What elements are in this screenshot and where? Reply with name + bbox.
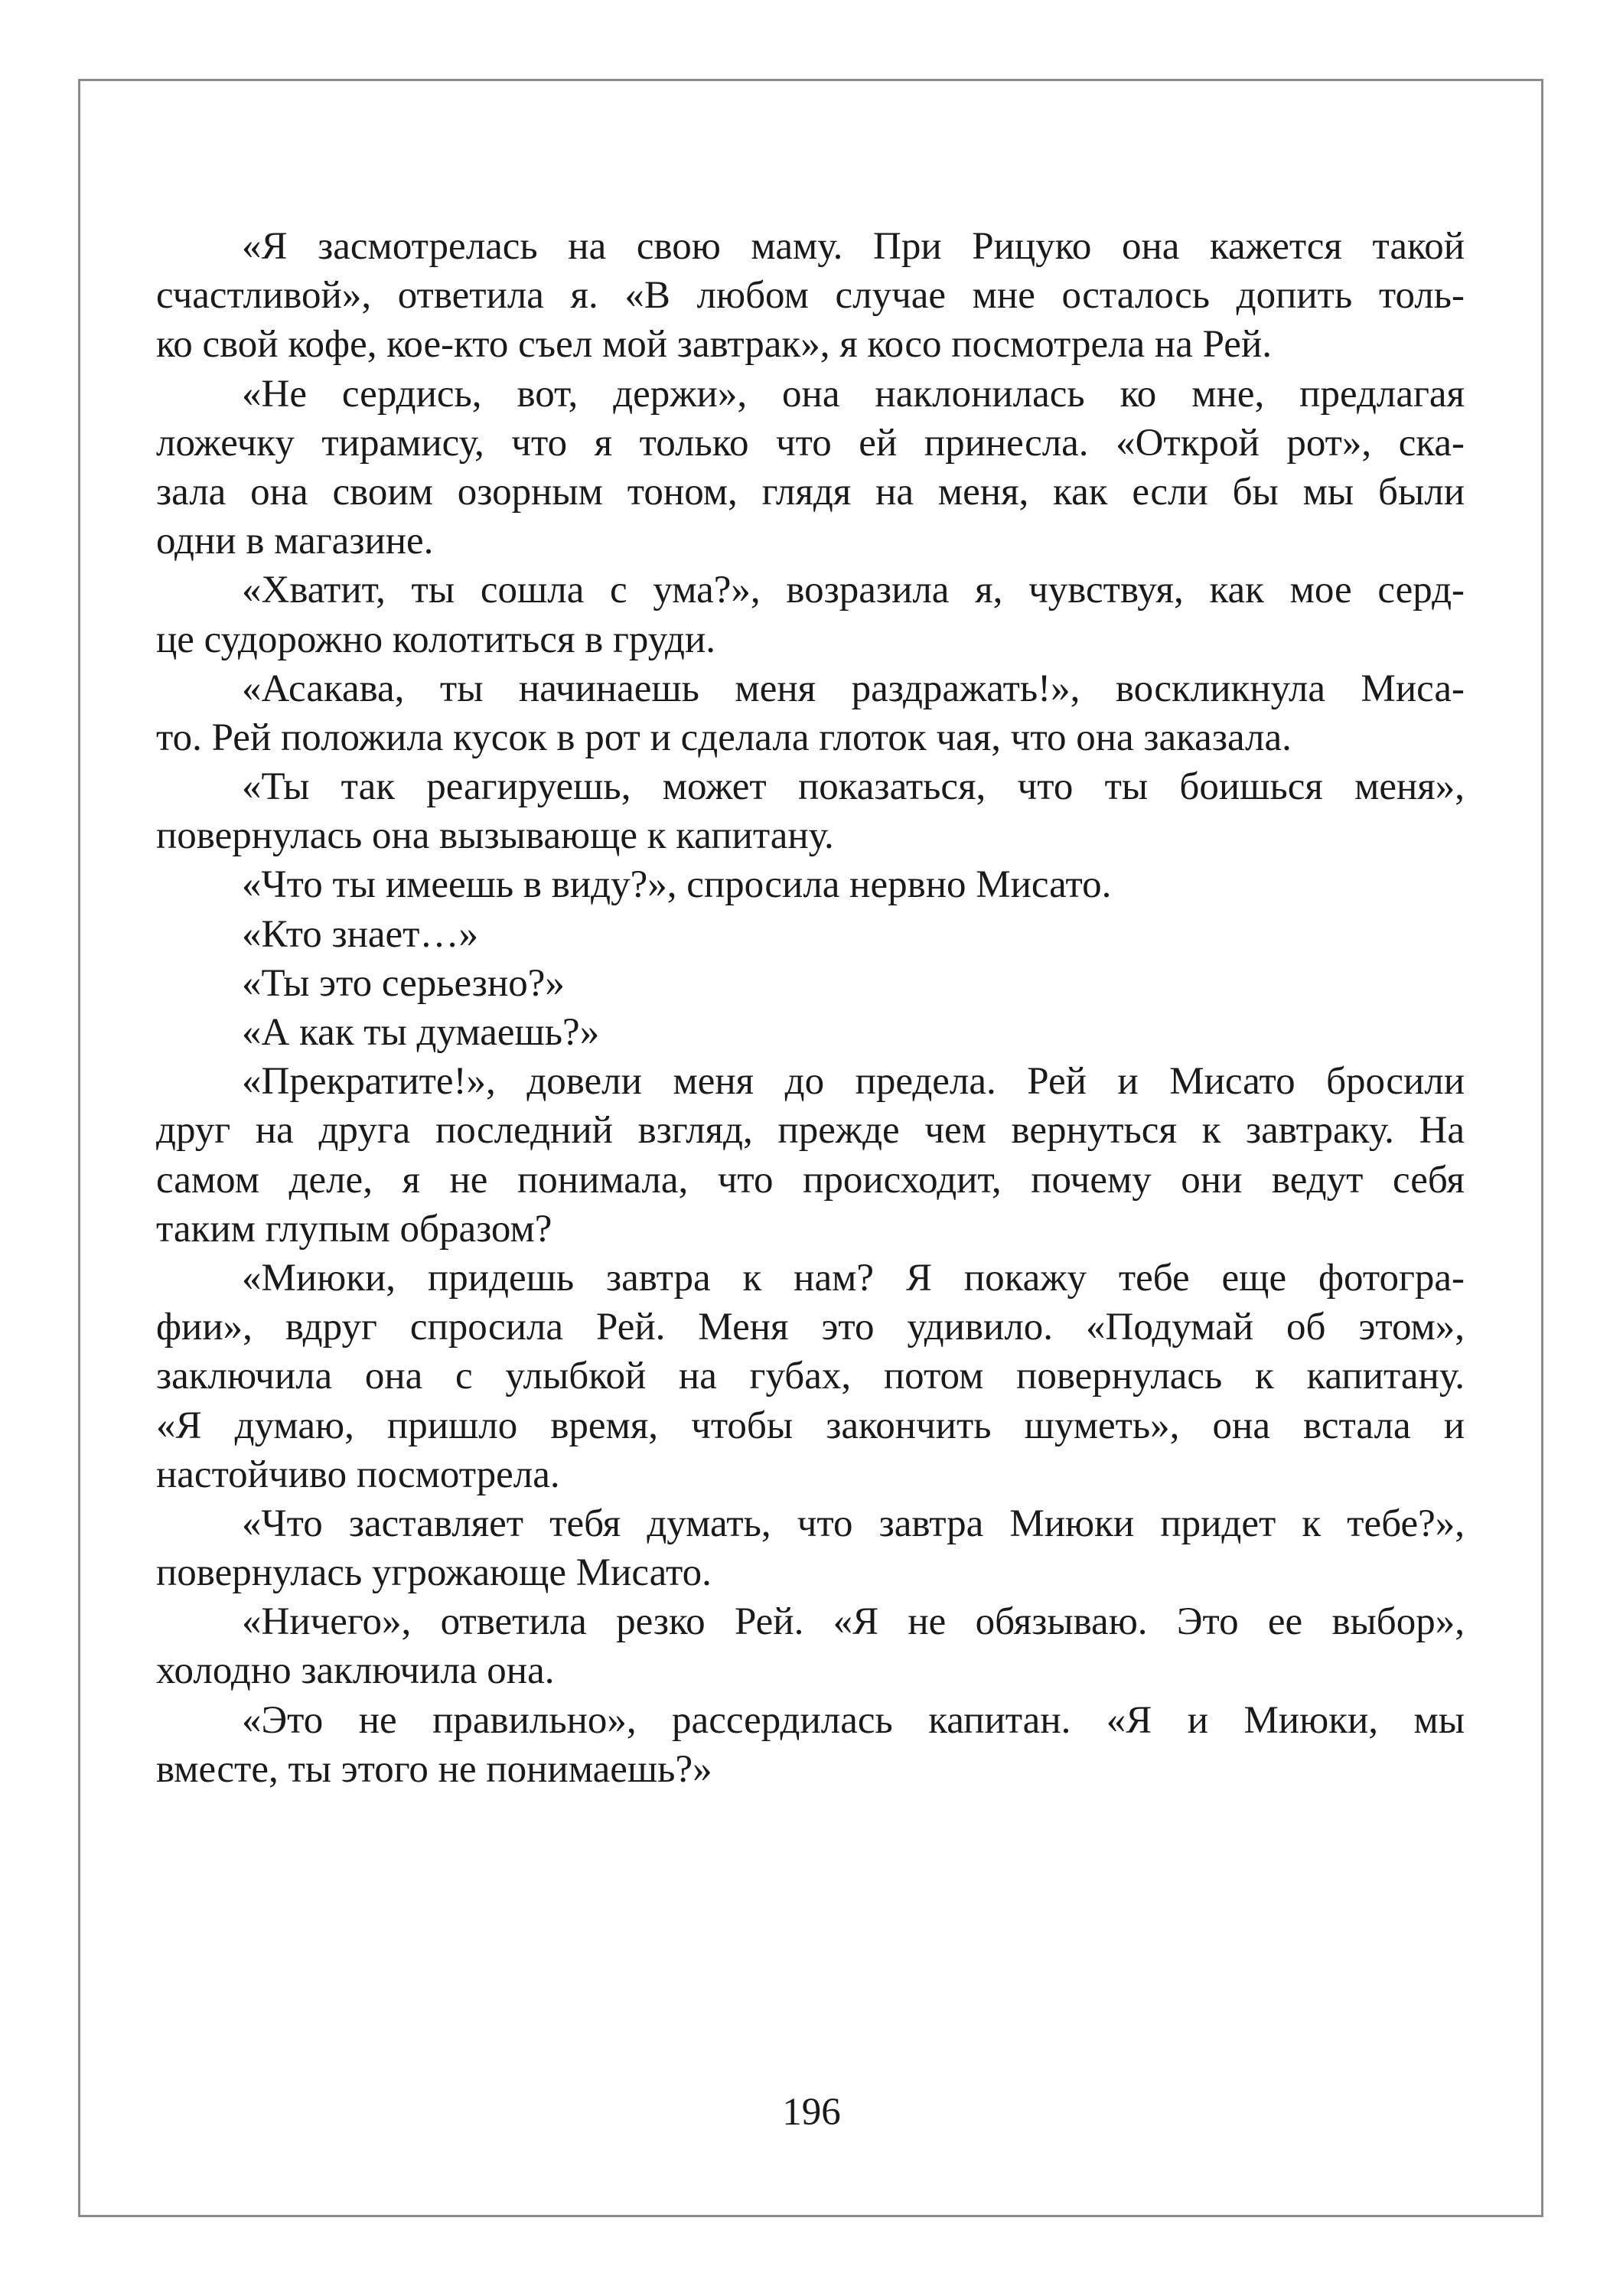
- text-line: «Ты это серьезно?»: [242, 961, 565, 1005]
- text-line: це судорожно колотиться в груди.: [156, 618, 716, 661]
- text-line: самом деле, я не понимала, что происходит, почему они ведут себя: [156, 1158, 1465, 1202]
- text-line: то. Рей положила кусок в рот и сделала глоток чая, что она заказала.: [156, 716, 1292, 759]
- text-line: «А как ты думаешь?»: [242, 1011, 600, 1054]
- text-line: фии», вдруг спросила Рей. Меня это удивило. «Подумай об этом»,: [156, 1306, 1465, 1349]
- text-line: ко свой кофе, кое-кто съел мой завтрак», я косо посмотрела на Рей.: [156, 323, 1272, 367]
- text-line: повернулась угрожающе Мисато.: [156, 1551, 712, 1595]
- text-line: «Прекратите!», довели меня до предела. Рей и Мисато бросили: [242, 1060, 1465, 1104]
- text-line: «Ты так реагируешь, может показаться, что ты боишься меня»,: [242, 765, 1465, 809]
- text-line: «Это не правильно», рассердилась капитан. «Я и Миюки, мы: [242, 1698, 1465, 1742]
- text-line: настойчиво посмотрела.: [156, 1453, 560, 1496]
- text-line: «Что ты имеешь в виду?», спросила нервно Мисато.: [242, 863, 1112, 907]
- text-line: «Ничего», ответила резко Рей. «Я не обязываю. Это ее выбор»,: [242, 1600, 1465, 1644]
- text-line: «Не сердись, вот, держи», она наклонилась ко мне, предлагая: [242, 372, 1465, 416]
- text-line: таким глупым образом?: [156, 1207, 552, 1251]
- text-line: счастливой», ответила я. «В любом случае мне осталось допить толь-: [156, 274, 1465, 318]
- text-line: холодно заключила она.: [156, 1649, 555, 1693]
- text-line: «Я думаю, пришло время, чтобы закончить шуметь», она встала и: [156, 1404, 1465, 1447]
- text-line: ложечку тирамису, что я только что ей принесла. «Открой рот», ска-: [156, 421, 1465, 465]
- text-line: заключила она с улыбкой на губах, потом повернулась к капитану.: [156, 1355, 1465, 1398]
- text-line: «Асакава, ты начинаешь меня раздражать!», воскликнула Миса-: [242, 667, 1465, 710]
- page-number: 196: [782, 2091, 841, 2134]
- text-line: повернулась она вызывающе к капитану.: [156, 814, 834, 858]
- text-line: «Миюки, придешь завтра к нам? Я покажу тебе еще фотогра-: [242, 1256, 1465, 1300]
- body-text: [156, 222, 1465, 1794]
- text-line: вместе, ты этого не понимаешь?»: [156, 1747, 712, 1791]
- text-line: друг на друга последний взгляд, прежде чем вернуться к завтраку. На: [156, 1109, 1465, 1153]
- text-line: зала она своим озорным тоном, глядя на меня, как если бы мы были: [156, 470, 1465, 514]
- text-line: «Кто знает…»: [242, 912, 478, 956]
- text-line: «Хватит, ты сошла с ума?», возразила я, чувствуя, как мое серд-: [242, 569, 1465, 612]
- text-line: «Я засмотрелась на свою маму. При Рицуко она кажется такой: [242, 225, 1465, 268]
- text-line: «Что заставляет тебя думать, что завтра Миюки придет к тебе?»,: [242, 1502, 1465, 1545]
- text-line: одни в магазине.: [156, 520, 434, 563]
